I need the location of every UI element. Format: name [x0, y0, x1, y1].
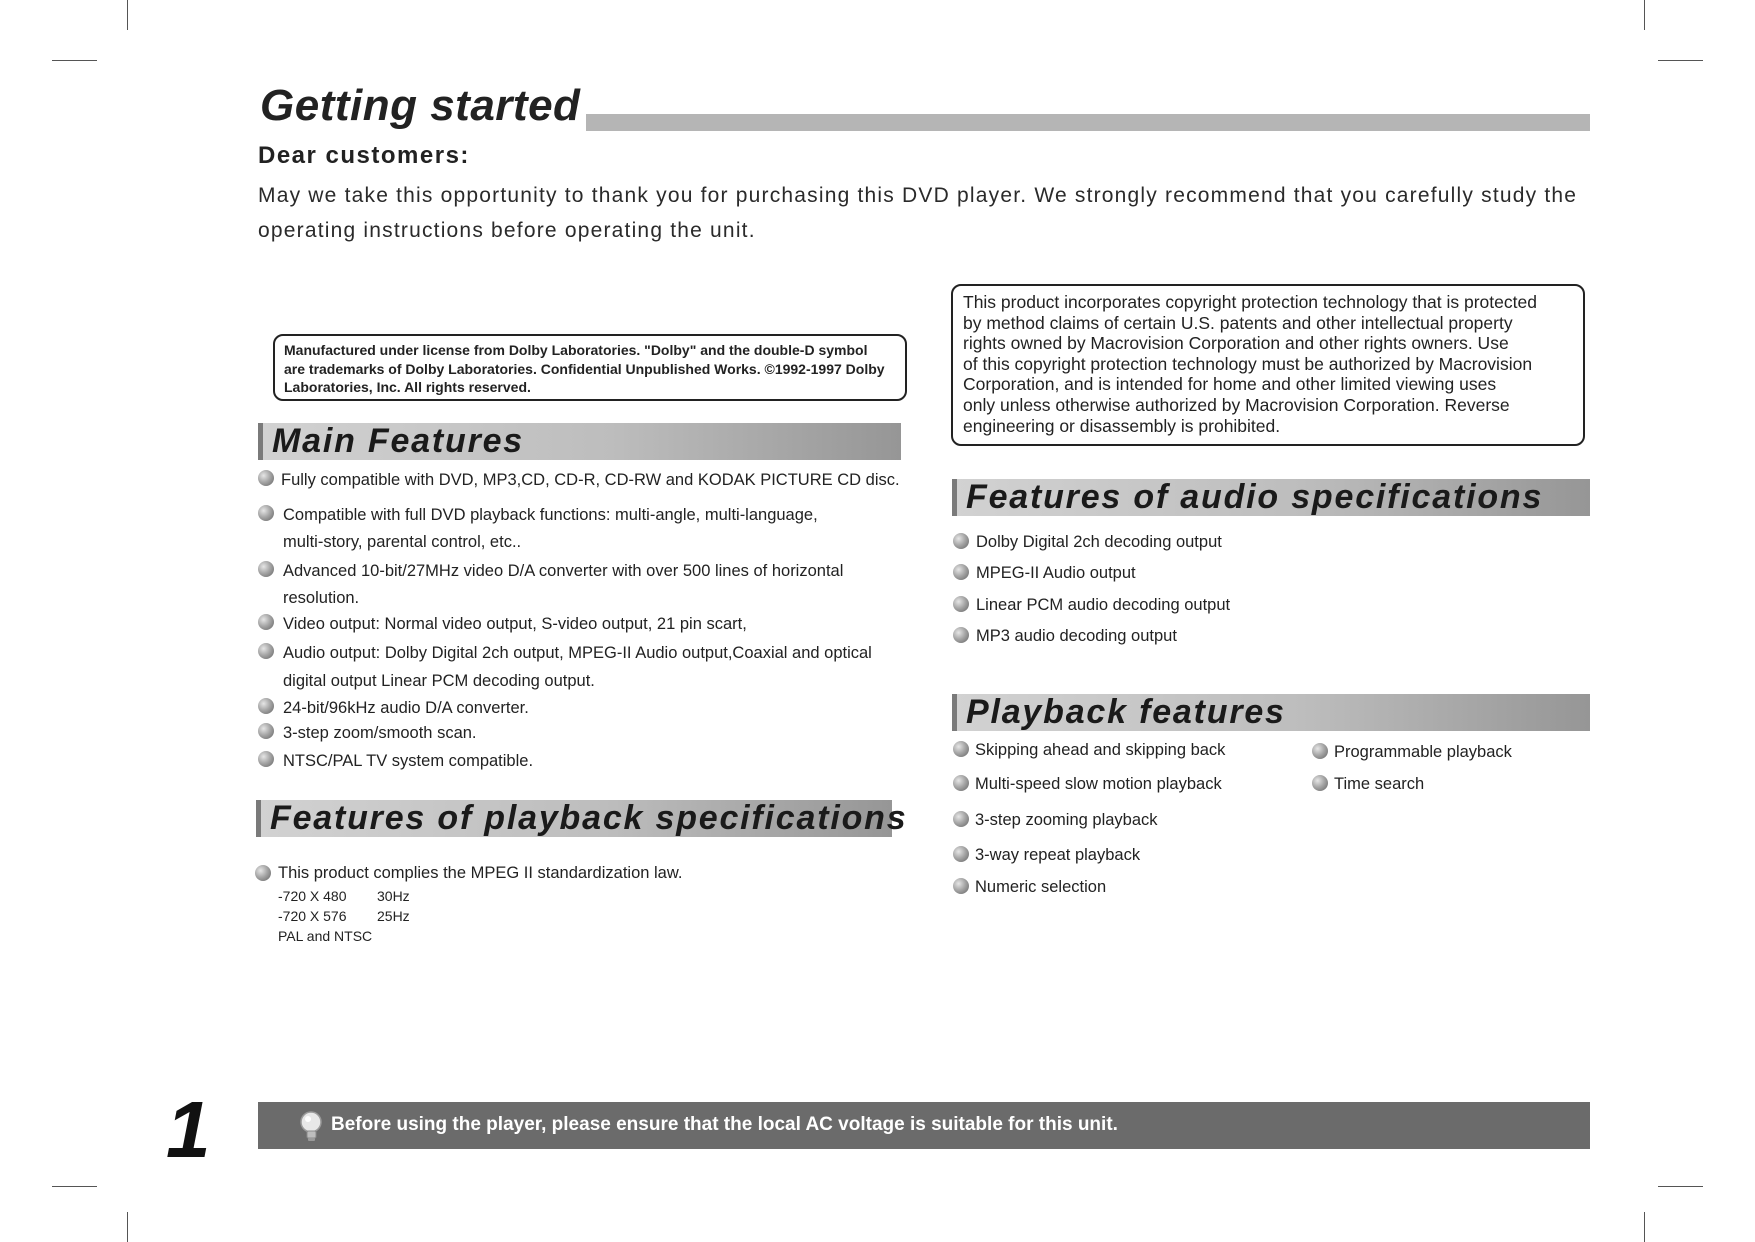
spec-resolution: -720 X 576: [278, 908, 347, 924]
spec-frequency: 25Hz: [377, 908, 410, 924]
crop-mark: [127, 1212, 128, 1242]
crop-mark: [52, 1186, 97, 1187]
feature-item: Video output: Normal video output, S-video output, 21 pin scart,: [283, 615, 747, 633]
bullet-icon: [1312, 743, 1328, 759]
spec-item: This product complies the MPEG II standardization law.: [278, 864, 683, 882]
macrovision-notice-line: Corporation, and is intended for home and other limited viewing uses: [963, 374, 1497, 395]
feature-item-continuation: resolution.: [283, 589, 360, 607]
bullet-icon: [255, 865, 271, 881]
macrovision-notice-line: by method claims of certain U.S. patents and other intellectual property: [963, 312, 1513, 333]
page-number: 1: [166, 1085, 211, 1174]
macrovision-notice-line: only unless otherwise authorized by Macrovision Corporation. Reverse: [963, 394, 1510, 415]
bullet-icon: [953, 775, 969, 791]
bullet-icon: [258, 723, 274, 739]
feature-item-continuation: multi-story, parental control, etc..: [283, 533, 522, 551]
playback-specifications-heading: [256, 799, 908, 837]
bullet-icon: [953, 811, 969, 827]
playback-feature-item: Numeric selection: [975, 878, 1107, 896]
audio-feature-item: MPEG-II Audio output: [976, 564, 1136, 582]
section-heading-text: Features of audio specifications: [966, 478, 1544, 516]
crop-mark: [1644, 0, 1645, 30]
bullet-icon: [953, 627, 969, 643]
audio-specifications-heading: [952, 479, 1590, 516]
greeting: Dear customers:: [258, 142, 470, 169]
feature-item: Advanced 10-bit/27MHz video D/A converter with over 500 lines of horizontal: [283, 562, 844, 580]
spec-systems: PAL and NTSC: [278, 928, 373, 944]
bullet-icon: [953, 878, 969, 894]
macrovision-notice-line: of this copyright protection technology must be authorized by Macrovision: [963, 353, 1533, 374]
audio-feature-item: Dolby Digital 2ch decoding output: [976, 533, 1222, 551]
intro-paragraph: May we take this opportunity to thank you for purchasing this DVD player. We strongly recommend that you carefully study the operating instructions before operating the unit.: [258, 184, 1578, 242]
feature-item: 24-bit/96kHz audio D/A converter.: [283, 699, 529, 717]
macrovision-notice: [951, 284, 1585, 446]
feature-item: Audio output: Dolby Digital 2ch output, MPEG-II Audio output,Coaxial and optical: [283, 644, 872, 662]
crop-mark: [127, 0, 128, 30]
bullet-icon: [1312, 775, 1328, 791]
audio-feature-item: Linear PCM audio decoding output: [976, 596, 1231, 614]
spec-resolution: -720 X 480: [278, 888, 347, 904]
crop-mark: [52, 60, 97, 61]
crop-mark: [1658, 1186, 1703, 1187]
macrovision-notice-line: This product incorporates copyright protection technology that is protected: [963, 292, 1537, 312]
bullet-icon: [258, 614, 274, 630]
section-heading-text: Main Features: [272, 422, 525, 460]
audio-feature-item: MP3 audio decoding output: [976, 627, 1177, 645]
bullet-icon: [258, 505, 274, 521]
feature-item: Compatible with full DVD playback functions: multi-angle, multi-language,: [283, 506, 818, 524]
bullet-icon: [953, 741, 969, 757]
main-features-heading: [258, 423, 901, 460]
bullet-icon: [258, 561, 274, 577]
lightbulb-icon: [298, 1110, 326, 1144]
playback-feature-item: Skipping ahead and skipping back: [975, 741, 1226, 759]
feature-item: NTSC/PAL TV system compatible.: [283, 752, 534, 770]
bullet-icon: [258, 643, 274, 659]
feature-item: 3-step zoom/smooth scan.: [283, 724, 477, 742]
dolby-license-notice: [273, 334, 907, 401]
bullet-icon: [953, 846, 969, 862]
playback-feature-item: 3-step zooming playback: [975, 811, 1158, 829]
footer-note-text: Before using the player, please ensure that the local AC voltage is suitable for this unit.: [331, 1114, 1118, 1135]
bullet-icon: [258, 470, 274, 486]
crop-mark: [1658, 60, 1703, 61]
playback-feature-item: Programmable playback: [1334, 743, 1512, 761]
bullet-icon: [953, 564, 969, 580]
playback-feature-item: 3-way repeat playback: [975, 846, 1141, 864]
dolby-notice-line: are trademarks of Dolby Laboratories. Confidential Unpublished Works. ©1992-1997 Dolby: [284, 360, 885, 377]
macrovision-notice-line: rights owned by Macrovision Corporation and other rights owners. Use: [963, 333, 1509, 354]
section-heading-text: Features of playback specifications: [270, 799, 908, 837]
bullet-icon: [258, 751, 274, 767]
dolby-notice-line: Laboratories, Inc. All rights reserved.: [284, 379, 531, 395]
crop-mark: [1644, 1212, 1645, 1242]
feature-item: Fully compatible with DVD, MP3,CD, CD-R, CD-RW and KODAK PICTURE CD disc.: [281, 471, 900, 489]
feature-item-continuation: digital output Linear PCM decoding output.: [283, 672, 595, 690]
dolby-notice-line: Manufactured under license from Dolby Laboratories. "Dolby" and the double-D symbol: [284, 342, 868, 358]
playback-features-heading: [952, 694, 1590, 731]
footer-note-bar: [258, 1102, 1590, 1149]
bullet-icon: [953, 533, 969, 549]
playback-feature-item: Multi-speed slow motion playback: [975, 775, 1222, 793]
bullet-icon: [258, 698, 274, 714]
page-title: Getting started: [260, 78, 586, 134]
macrovision-notice-line: engineering or disassembly is prohibited.: [963, 415, 1281, 436]
bullet-icon: [953, 596, 969, 612]
playback-feature-item: Time search: [1334, 775, 1425, 793]
section-heading-text: Playback features: [966, 693, 1286, 731]
spec-frequency: 30Hz: [377, 888, 410, 904]
